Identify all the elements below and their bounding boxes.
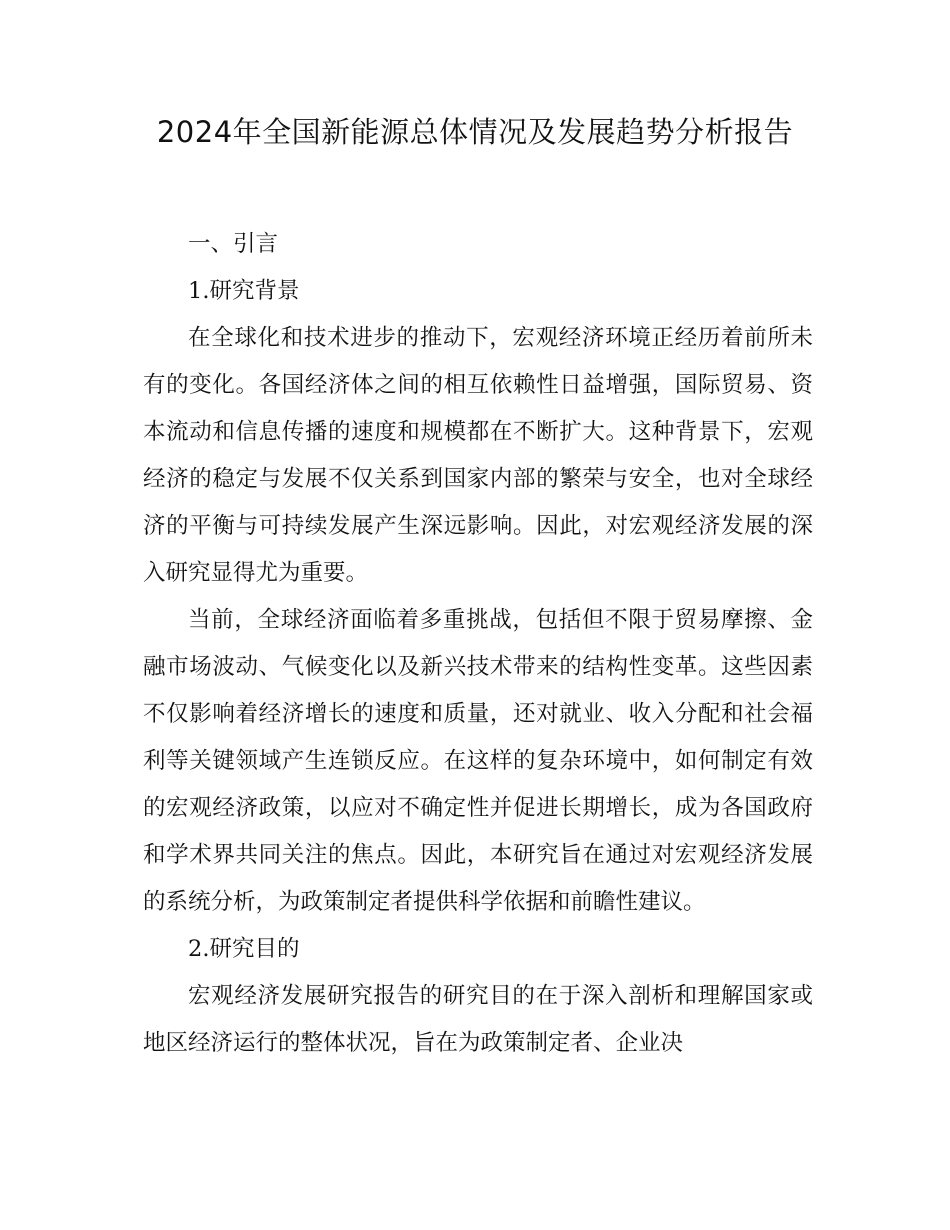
document-body <box>143 221 813 1067</box>
subsection-heading-background: 1.研究背景 <box>188 278 300 304</box>
document-title: 2024年全国新能源总体情况及发展趋势分析报告 <box>156 115 794 149</box>
paragraph-background-1: 在全球化和技术进步的推动下，宏观经济环境正经历着前所未有的变化。各国经济体之间的相互依赖性日益增强，国际贸易、资本流动和信息传播的速度和规模都在不断扩大。这种背景下，宏观经济的稳定与发展不仅关系到国家内部的繁荣与安全，也对全球经济的平衡与可持续发展产生深远影响。因此，对宏观经济发展的深入研究显得尤为重要。 <box>143 325 813 586</box>
paragraph-background-2: 当前，全球经济面临着多重挑战，包括但不限于贸易摩擦、金融市场波动、气候变化以及新兴技术带来的结构性变革。这些因素不仅影响着经济增长的速度和质量，还对就业、收入分配和社会福利等关键领域产生连锁反应。在这样的复杂环境中，如何制定有效的宏观经济政策，以应对不确定性并促进长期增长，成为各国政府和学术界共同关注的焦点。因此，本研究旨在通过对宏观经济发展的系统分析，为政策制定者提供科学依据和前瞻性建议。 <box>143 607 813 915</box>
paragraph-purpose-1: 宏观经济发展研究报告的研究目的在于深入剖析和理解国家或地区经济运行的整体状况，旨在为政策制定者、企业决 <box>143 983 813 1056</box>
section-heading-introduction: 一、引言 <box>188 231 279 257</box>
subsection-heading-purpose: 2.研究目的 <box>188 936 300 962</box>
